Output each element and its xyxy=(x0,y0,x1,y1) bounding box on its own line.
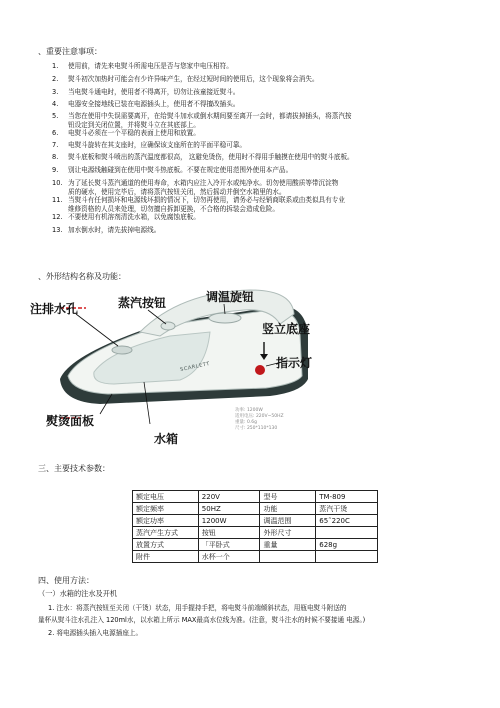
spec-cell: 额定功率 xyxy=(133,515,199,527)
callout-fill-hole: 注排水孔 xyxy=(30,302,79,316)
usage-step1-line2: 量杯从熨斗注水孔注入 120ml水，以水箱上所示 MAX最高水位线为准。(注意，熨斗注水的时候不要接通 电源。) xyxy=(38,616,366,624)
brand-logo-text: SCARLETT xyxy=(179,360,211,374)
spec-row xyxy=(133,551,378,563)
usage-step2: 2. 将电源插头插入电源插座上。 xyxy=(48,629,143,637)
note-text: 当您在使用中失误需要离开，在给熨斗加水或倒水期间要至离开一会时，都请拔掉插头，将蒸汽按 xyxy=(68,112,352,120)
spec-cell: 附件 xyxy=(133,551,199,563)
callout-temp-dial: 调温旋钮 xyxy=(206,290,255,304)
usage-step1-line1: 1. 注水：将蒸汽按钮至关闭（干烫）状态，用手握持手把，将电熨斗前端倾斜状态，用瓶电熨斗附送的 xyxy=(48,604,347,612)
temp-dial-shape xyxy=(209,313,241,323)
spec-cell: 65˜220C xyxy=(316,515,378,527)
spec-cell: 水杯一个 xyxy=(198,551,260,563)
spec-row xyxy=(133,515,378,527)
note-text: 加水倒水时，请先拔掉电源线。 xyxy=(68,226,161,234)
note-item xyxy=(52,213,460,222)
note-number: 11. xyxy=(52,196,63,204)
spec-cell: 1200W xyxy=(198,515,260,527)
section-title-structure: 、外形结构名称及功能： xyxy=(38,272,126,281)
note-number: 7. xyxy=(52,141,59,149)
note-item xyxy=(52,88,460,97)
usage-subtitle: （一）水箱的注水及开机 xyxy=(38,589,118,598)
note-item xyxy=(52,75,460,84)
spec-cell: 外形尺寸 xyxy=(260,527,316,539)
note-number: 6. xyxy=(52,129,59,137)
section-title-usage: 四、使用方法： xyxy=(38,576,94,585)
note-number: 13. xyxy=(52,226,63,234)
spec-cell: 重量 xyxy=(260,539,316,551)
spec-cell: 额定频率 xyxy=(133,503,199,515)
note-item xyxy=(52,129,460,138)
note-item xyxy=(52,179,460,197)
spec-cell: TM-809 xyxy=(316,491,378,503)
callout-steam-button: 蒸汽按钮 xyxy=(118,296,167,310)
spec-cell: 50HZ xyxy=(198,503,260,515)
note-item xyxy=(52,100,460,109)
section-title-specs: 三、主要技术参数： xyxy=(38,464,110,473)
spec-cell: 蒸汽干烫 xyxy=(316,503,378,515)
callout-indicator: 指示灯 xyxy=(276,356,313,370)
figure-spec-line: 功率: 1200W xyxy=(235,408,263,413)
callout-soleplate: 熨烫面板 xyxy=(46,414,95,428)
note-text: 别让电源线触碰到在使用中熨斗热底板。不要在规定使用范围外使用本产品。 xyxy=(68,166,293,174)
spec-cell: 额定电压 xyxy=(133,491,199,503)
spec-cell: 放置方式 xyxy=(133,539,199,551)
spec-cell xyxy=(260,551,316,563)
note-item xyxy=(52,196,460,214)
spec-cell xyxy=(316,527,378,539)
spec-row xyxy=(133,503,378,515)
callout-heel-rest: 竖立底座 xyxy=(262,322,311,336)
figure-spec-line: 适用电压: 220V~50HZ xyxy=(235,414,284,419)
indicator-light-shape xyxy=(255,365,265,375)
spec-cell xyxy=(316,551,378,563)
note-number: 12. xyxy=(52,213,63,221)
spec-cell: 型号 xyxy=(260,491,316,503)
note-number: 9. xyxy=(52,166,59,174)
callout-water-tank: 水箱 xyxy=(154,432,179,446)
note-number: 1. xyxy=(52,62,59,70)
note-text: 熨斗底板和熨斗喷出的蒸汽温度都很高， 这避免烫伤，使用时不得用手触摸在使用中的熨斗底板。 xyxy=(68,153,354,161)
note-text: 当电熨斗通电时，使用者不得离开，切勿让孩童接近熨斗。 xyxy=(68,88,240,96)
note-item xyxy=(52,153,460,162)
figure-spec-line: 尺寸: 250*110*130 xyxy=(235,426,278,431)
note-text: 电熨斗必须在一个平稳的表面上使用和放置。 xyxy=(68,129,200,137)
spec-row xyxy=(133,539,378,551)
spec-cell: 调温范围 xyxy=(260,515,316,527)
note-text: 为了延长熨斗蒸汽通道的使用寿命，水箱内应注入冷开水或纯净水。切勿使用酸质等带沉淀物 xyxy=(68,179,339,187)
note-item xyxy=(52,141,460,150)
fill-hole-shape xyxy=(112,346,132,354)
note-text: 熨斗初次加热时可能会有少许异味产生，在经过短时间的使用后，这个现象将会消失。 xyxy=(68,75,319,83)
note-number: 4. xyxy=(52,100,59,108)
spec-cell: 蒸汽产生方式 xyxy=(133,527,199,539)
figure-spec-lines xyxy=(235,408,284,432)
note-number: 10. xyxy=(52,179,63,187)
section-title-notes: 、重要注意事项： xyxy=(38,47,102,56)
spec-table xyxy=(132,490,378,563)
figure-spec-line: 重量: 0.6g xyxy=(235,420,257,425)
note-item xyxy=(52,62,460,71)
spec-cell: 功能 xyxy=(260,503,316,515)
spec-row xyxy=(133,527,378,539)
note-text: 不要使用有机溶剂清洗水箱，以免腐蚀底板。 xyxy=(68,213,200,221)
note-item xyxy=(52,166,460,175)
spec-cell: 「平卧式 xyxy=(198,539,260,551)
iron-figure xyxy=(30,284,330,454)
note-item xyxy=(52,226,460,235)
spec-row xyxy=(133,491,378,503)
note-number: 3. xyxy=(52,88,59,96)
note-number: 2. xyxy=(52,75,59,83)
note-text: 电器安全接地线已装在电源插头上，使用者不得擅改插头。 xyxy=(68,100,240,108)
note-number: 5. xyxy=(52,112,59,120)
note-item xyxy=(52,112,460,130)
spec-cell: 628g xyxy=(316,539,378,551)
steam-button-shape xyxy=(161,322,175,330)
spec-cell: 220V xyxy=(198,491,260,503)
note-text: 电熨斗旋转在其支座时，应确保该支座所在的平面平稳可靠。 xyxy=(68,141,247,149)
note-text-continued: 维修资格的人员来处理，切勿擅自拆卸更换，不合格的拆装会造成危险。 xyxy=(68,205,279,213)
note-text: 使用前，请先来电熨斗所需电压是否与您家中电压相符。 xyxy=(68,62,233,70)
note-number: 8. xyxy=(52,153,59,161)
note-text: 当熨斗有任何损坏和电源线坏损的情况下，切勿再使用，请务必与经销商联系或由类似具有专业 xyxy=(68,196,345,204)
note-text-continued: 质的硬水，使用完毕后，请将蒸汽按钮关闭，然后摇动并倒空水箱里的水。 xyxy=(68,188,286,196)
spec-cell: 按钮 xyxy=(198,527,260,539)
note-text-continued: 钮设定到关闭位置，并将熨斗立在其底部上。 xyxy=(68,121,200,129)
